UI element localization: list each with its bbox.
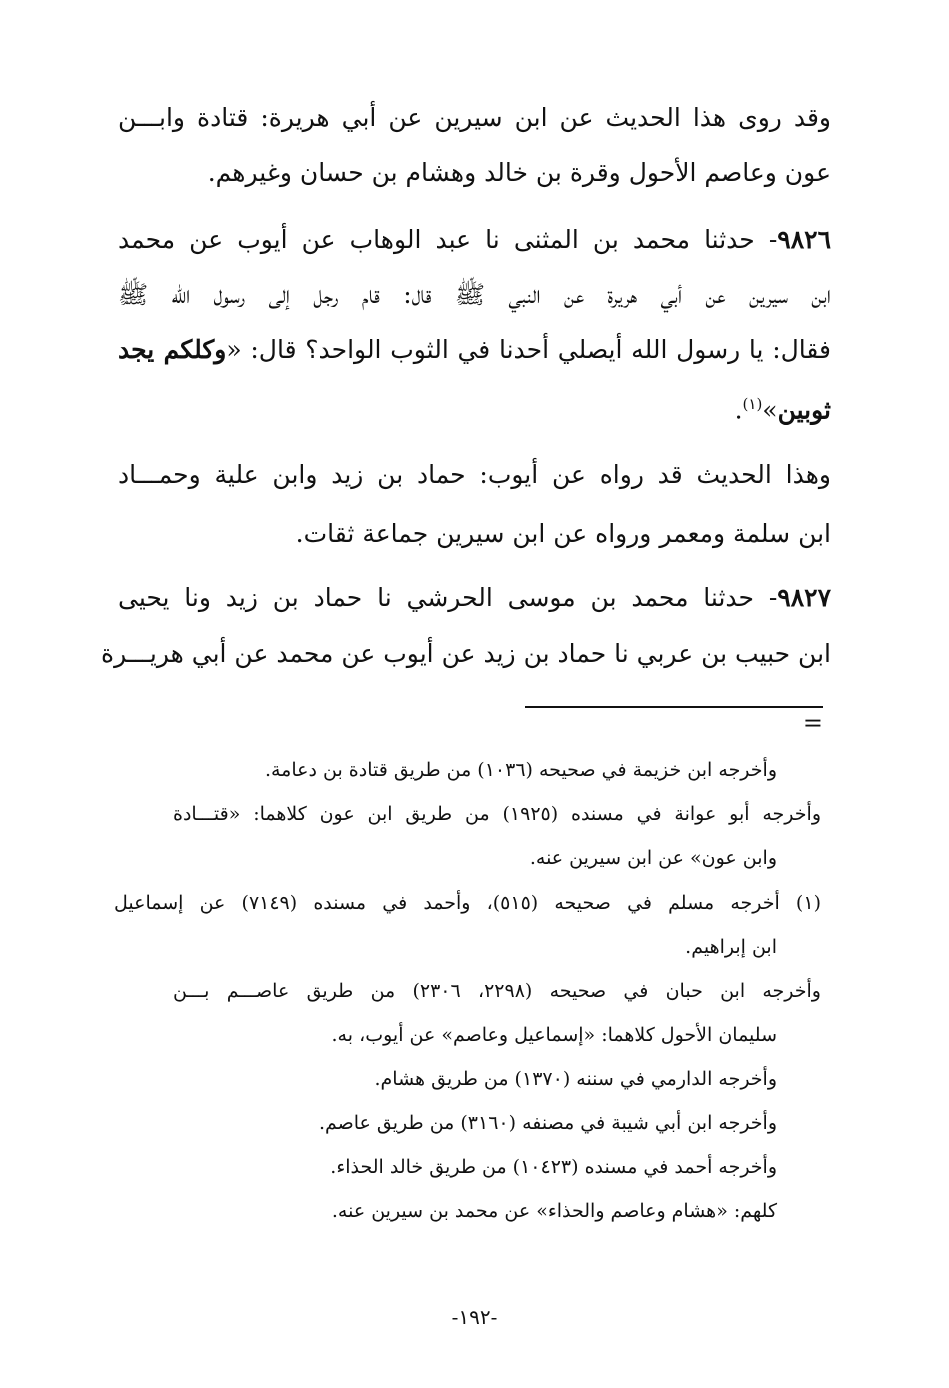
hadith-number: ٩٨٢٧ [777,583,831,612]
hadith-text: - حدثنا محمد بن موسى الحرشي نا حماد بن زيد ونا يحيى [118,583,778,612]
hadith-9826-line [735,384,831,430]
footnote-line: سليمان الأحول كلاهما: «إسماعيل وعاصم» عن أيوب، به. [331,1024,777,1046]
hadith-9826-line [118,220,831,260]
hadith-9827-line [118,578,831,618]
hadith-text: - حدثنا محمد بن المثنى نا عبد الوهاب عن أيوب عن محمد [118,225,778,254]
hadith-matn-bold: وكلكم يجد [118,335,227,364]
footnote-line: كلهم: «هشام وعاصم والحذاء» عن محمد بن سيرين عنه. [331,1200,777,1222]
hadith-matn-bold: ثوبين [777,395,831,425]
page-number: -١٩٢- [451,1305,498,1329]
footnote-separator [525,706,823,708]
footnote-line: وأخرجه ابن حبان في صحيحه (٢٢٩٨، ٢٣٠٦) من طريق عاصـــم بـــن [173,980,821,1002]
footnote-line: ابن إبراهيم. [685,936,777,958]
hadith-text: فقال: يا رسول الله أيصلي أحدنا في الثوب الواحد؟ قال: « [226,335,831,364]
body-line: عون وعاصم الأحول وقرة بن خالد وهشام بن حسان وغيرهم. [207,158,831,187]
footnote-line: وأخرجه أحمد في مسنده (١٠٤٢٣) من طريق خالد الحذاء. [330,1156,777,1178]
footnote-line: وابن عون» عن ابن سيرين عنه. [529,847,777,869]
footnote-line: وأخرجه أبو عوانة في مسنده (١٩٢٥) من طريق ابن عون كلاهما: «قتـــادة [173,803,821,825]
quote-close: » [762,395,778,425]
body-line: وهذا الحديث قد رواه عن أيوب: حماد بن زيد وابن علية وحمـــاد [118,460,831,489]
footnote-line: (١) أخرجه مسلم في صحيحه (٥١٥)، وأحمد في مسنده (٧١٤٩) عن إسماعيل [114,892,821,914]
hadith-9827-line: ابن حبيب بن عربي نا حماد بن زيد عن أيوب عن محمد عن أبي هريـــرة [101,639,831,668]
hadith-number: ٩٨٢٦ [777,225,831,254]
hadith-9826-line: ابن سيرين عن أبي هريرة عن النبي ﷺ قال: قام رجل إلى رسول الله ﷺ [118,280,831,309]
hadith-9826-line [118,330,831,370]
footnote-line: وأخرجه ابن أبي شيبة في مصنفه (٣١٦٠) من طريق عاصم. [318,1112,777,1134]
footnote-line: وأخرجه ابن خزيمة في صحيحه (١٠٣٦) من طريق قتادة بن دعامة. [264,759,777,781]
period: . [734,395,743,425]
body-line: وقد روى هذا الحديث عن ابن سيرين عن أبي هريرة: قتادة وابـــن [118,103,831,132]
footnote-reference: (١) [742,395,763,413]
footnote-continuation-mark: = [802,709,823,737]
footnote-line: وأخرجه الدارمي في سننه (١٣٧٠) من طريق هشام. [374,1068,777,1090]
body-line: ابن سلمة ومعمر ورواه عن ابن سيرين جماعة ثقات. [295,519,831,548]
